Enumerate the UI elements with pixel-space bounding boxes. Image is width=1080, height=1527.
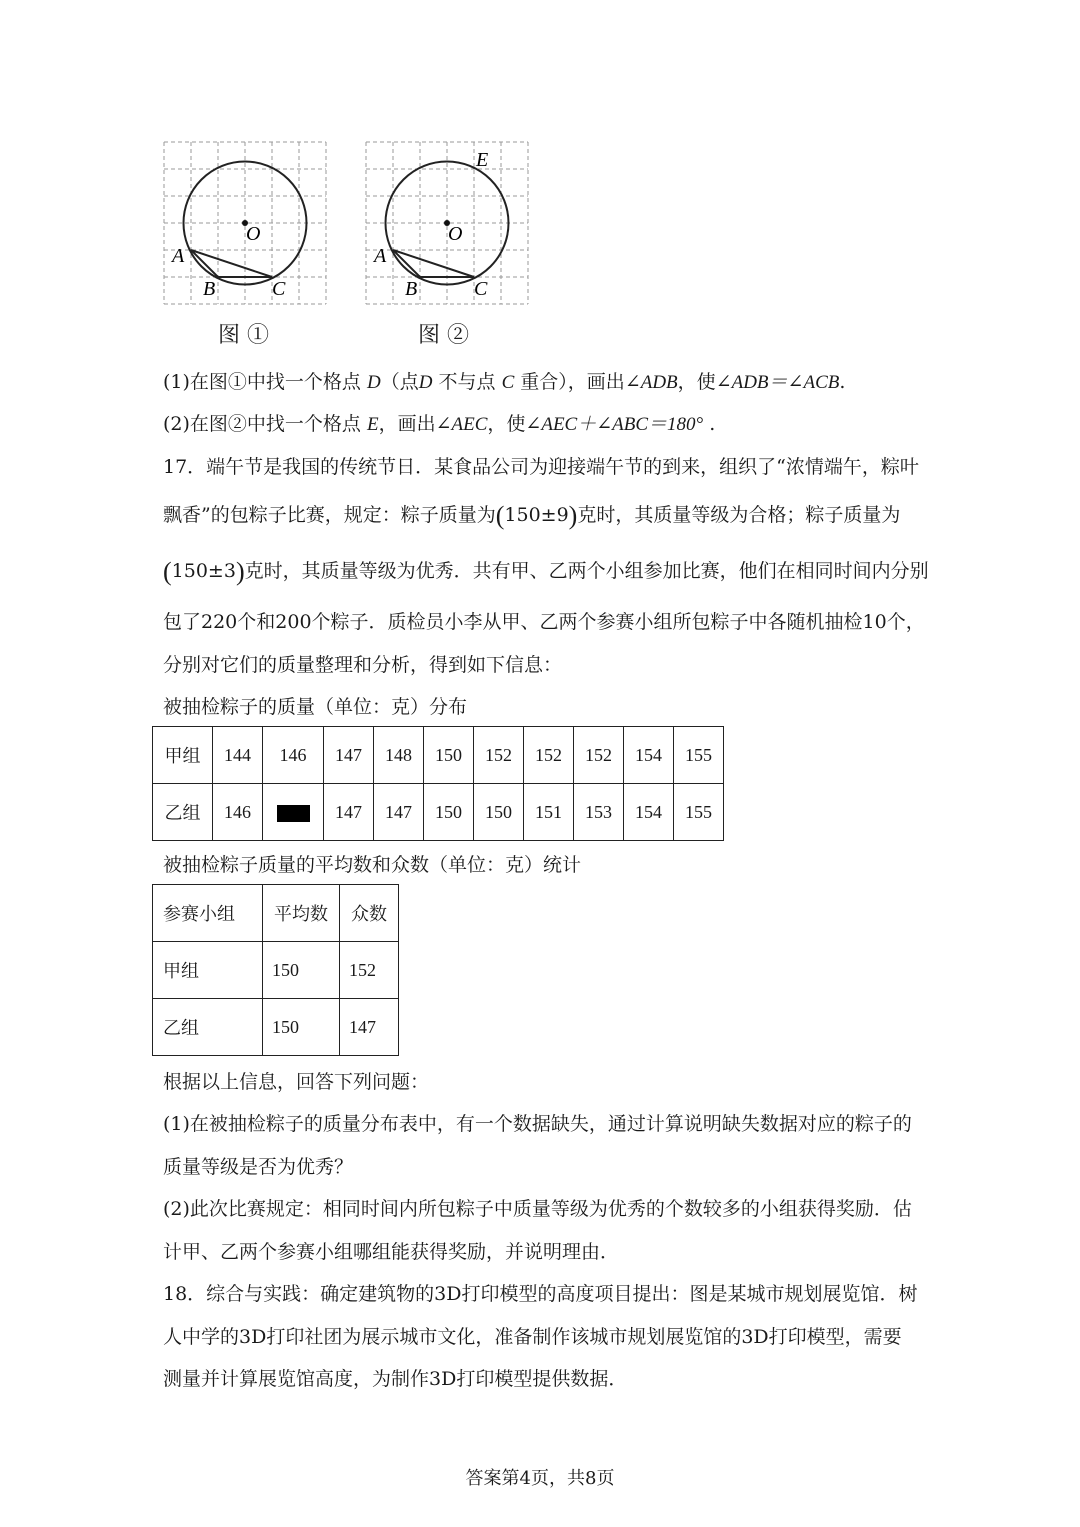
mean-mode-table	[152, 884, 399, 1056]
table-header: 平均数	[263, 885, 340, 942]
redaction-block	[277, 805, 310, 822]
triangle-abc	[191, 250, 272, 277]
label-a: A	[172, 245, 185, 267]
table-cell: 乙组	[153, 784, 213, 841]
table-cell: 152	[574, 727, 624, 784]
table-row	[153, 727, 724, 784]
page-footer: 答案第4页，共8页	[465, 1468, 615, 1489]
table-cell: 150	[263, 999, 340, 1056]
table-cell: 147	[340, 999, 399, 1056]
table-cell: 155	[674, 727, 724, 784]
table-header: 参赛小组	[153, 885, 263, 942]
q17-line-3: (150±3)克时，其质量等级为优秀．共有甲、乙两个小组参加比赛，他们在相同时间内分别	[163, 557, 929, 586]
label-o: O	[246, 223, 261, 245]
q17-part1-line-2: 质量等级是否为优秀？	[163, 1156, 354, 1178]
table-cell: 154	[624, 784, 674, 841]
table-cell: 152	[524, 727, 574, 784]
table-cell: 乙组	[153, 999, 263, 1056]
table-header-row	[153, 885, 399, 942]
triangle-abc	[393, 250, 474, 277]
q17-line-5: 分别对它们的质量整理和分析，得到如下信息：	[163, 654, 563, 676]
q16-part2: (2)在图②中找一个格点 E，画出∠AEC，使∠AEC＋∠ABC＝180° .	[163, 413, 716, 435]
label-e: E	[476, 149, 489, 171]
label-a: A	[374, 245, 387, 267]
q17-line-4: 包了220个和200个粽子．质检员小李从甲、乙两个参赛小组所包粽子中各随机抽检10个，	[163, 611, 925, 633]
q17-part2-line-1: (2)此次比赛规定：相同时间内所包粽子中质量等级为优秀的个数较多的小组获得奖励．估	[163, 1198, 912, 1220]
table-cell: 152	[340, 942, 399, 999]
table-row	[153, 999, 399, 1056]
q18-line-1: 18．综合与实践：确定建筑物的3D打印模型的高度项目提出：图是某城市规划展览馆．树	[163, 1283, 918, 1305]
q18-line-3: 测量并计算展览馆高度，为制作3D打印模型提供数据．	[163, 1368, 628, 1390]
label-b: B	[405, 278, 418, 300]
table-cell: 150	[424, 727, 474, 784]
q17-line-2: 飘香”的包粽子比赛，规定：粽子质量为(150±9)克时，其质量等级为合格；粽子质量为	[163, 501, 901, 530]
missing-data-cell	[263, 784, 324, 841]
figure-2	[362, 138, 534, 310]
table-cell: 144	[213, 727, 263, 784]
q17-line-1: 17．端午节是我国的传统节日．某食品公司为迎接端午节的到来，组织了“浓情端午，粽叶	[163, 456, 919, 478]
table-header: 众数	[340, 885, 399, 942]
table-cell: 151	[524, 784, 574, 841]
table-cell: 146	[263, 727, 324, 784]
table2-title: 被抽检粽子质量的平均数和众数（单位：克）统计	[163, 854, 582, 876]
table-cell: 150	[263, 942, 340, 999]
q17-part2-line-2: 计甲、乙两个参赛小组哪组能获得奖励，并说明理由．	[163, 1241, 620, 1263]
table-cell: 155	[674, 784, 724, 841]
table-cell: 150	[474, 784, 524, 841]
table-cell: 146	[213, 784, 263, 841]
table-cell: 153	[574, 784, 624, 841]
table-cell: 152	[474, 727, 524, 784]
q17-part1-line-1: (1)在被抽检粽子的质量分布表中，有一个数据缺失，通过计算说明缺失数据对应的粽子的	[163, 1113, 912, 1135]
table-cell: 147	[374, 784, 424, 841]
table-cell: 甲组	[153, 942, 263, 999]
label-o: O	[448, 223, 463, 245]
table-row	[153, 942, 399, 999]
label-c: C	[474, 278, 488, 300]
q18-line-2: 人中学的3D打印社团为展示城市文化，准备制作该城市规划展览馆的3D打印模型，需要	[163, 1326, 902, 1348]
figure-1	[160, 138, 332, 310]
table-cell: 150	[424, 784, 474, 841]
q17-prompt: 根据以上信息，回答下列问题：	[163, 1071, 430, 1093]
q16-part1: (1)在图①中找一个格点 D（点D 不与点 C 重合），画出∠ADB，使∠ADB＝∠ACB.	[163, 371, 846, 393]
figure-2-caption: 图 ②	[418, 323, 469, 348]
table-cell: 154	[624, 727, 674, 784]
label-c: C	[272, 278, 286, 300]
table-cell: 147	[324, 727, 374, 784]
table1-title: 被抽检粽子的质量（单位：克）分布	[163, 696, 468, 718]
label-b: B	[203, 278, 216, 300]
table-cell: 147	[324, 784, 374, 841]
table-cell: 甲组	[153, 727, 213, 784]
mass-distribution-table	[152, 726, 724, 841]
table-cell: 148	[374, 727, 424, 784]
figure-1-caption: 图 ①	[218, 323, 269, 348]
table-row	[153, 784, 724, 841]
